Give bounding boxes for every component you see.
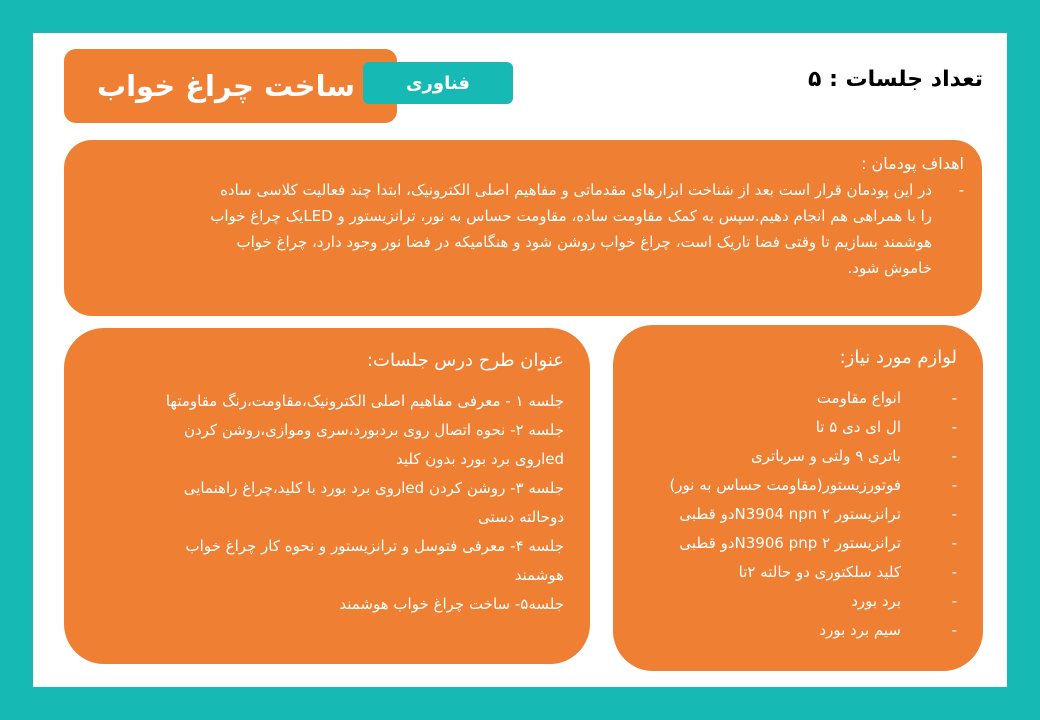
page bbox=[33, 33, 1007, 687]
supply-text: انواع مقاومت bbox=[816, 389, 901, 407]
goals-line: هوشمند بسازیم تا وقتی فضا تاریک است، چراغ خواب روشن شود و هنگامیکه در فضا نور وجود دارد، چراغ خواب bbox=[236, 233, 932, 251]
course-line: جلسه۵- ساخت چراغ خواب هوشمند bbox=[339, 595, 564, 613]
supply-bullet: - bbox=[951, 418, 957, 436]
goals-bullet: - bbox=[958, 181, 964, 199]
supply-bullet: - bbox=[951, 563, 957, 581]
page-title: ساخت چراغ خواب bbox=[96, 69, 355, 103]
supply-item bbox=[633, 413, 957, 442]
supplies-heading: لوازم مورد نیاز: bbox=[839, 347, 957, 368]
course-line: جلسه ۴- معرفی فتوسل و ترانزیستور و نحوه کار چراغ خواب bbox=[185, 537, 564, 555]
supply-text: ترانزیستور ۲ N3906 pnpدو قطبی bbox=[679, 534, 901, 552]
goals-line: خاموش شود. bbox=[847, 259, 932, 277]
supply-item bbox=[633, 471, 957, 500]
supply-item bbox=[633, 616, 957, 645]
supply-text: باتری ۹ ولتی و سرباتری bbox=[751, 447, 901, 465]
goals-heading: اهداف پودمان : bbox=[861, 154, 964, 173]
supply-item bbox=[633, 558, 957, 587]
session-count: تعداد جلسات : ۵ bbox=[807, 67, 983, 92]
supply-text: فوتورزیستور(مقاومت حساس به نور) bbox=[669, 476, 901, 494]
course-heading: عنوان طرح درس جلسات: bbox=[366, 350, 564, 371]
supply-text: ترانزیستور ۲ N3904 npnدو قطبی bbox=[679, 505, 901, 523]
supply-bullet: - bbox=[951, 534, 957, 552]
goals-row bbox=[114, 177, 964, 281]
supply-text: ال ای دی ۵ تا bbox=[815, 418, 901, 436]
supply-text: کلید سلکتوری دو حالته ۲تا bbox=[738, 563, 901, 581]
course-line: جلسه ۲- نحوه اتصال روی بردبورد،سری وموازی،روشن کردن bbox=[183, 421, 564, 439]
supply-text: برد بورد bbox=[851, 592, 901, 610]
category-tag: فناوری bbox=[363, 62, 513, 104]
goals-box bbox=[64, 140, 982, 316]
supply-item bbox=[633, 384, 957, 413]
course-line: ledروی برد بورد بدون کلید bbox=[395, 450, 564, 468]
supply-text: سیم برد بورد bbox=[819, 621, 901, 639]
supply-bullet: - bbox=[951, 476, 957, 494]
supply-item bbox=[633, 500, 957, 529]
goals-text bbox=[114, 177, 932, 281]
title-box bbox=[64, 49, 397, 123]
supply-item bbox=[633, 442, 957, 471]
supply-bullet: - bbox=[951, 621, 957, 639]
course-plan-box bbox=[64, 328, 590, 664]
supply-bullet: - bbox=[951, 505, 957, 523]
supply-bullet: - bbox=[951, 447, 957, 465]
supply-item bbox=[633, 587, 957, 616]
supply-item bbox=[633, 529, 957, 558]
supplies-box bbox=[613, 325, 983, 671]
course-line: دوحالته دستی bbox=[478, 508, 564, 526]
course-line: جلسه ۱ - معرفی مفاهیم اصلی الکترونیک،مقاومت،رنگ مقاومتها bbox=[165, 392, 564, 410]
supply-bullet: - bbox=[951, 389, 957, 407]
course-line: هوشمند bbox=[514, 566, 564, 584]
goals-line: در این پودمان قرار است بعد از شناخت ابزارهای مقدماتی و مفاهیم اصلی الکترونیک، ابتدا چند فعالیت کلاسی ساده bbox=[220, 181, 932, 199]
course-line: جلسه ۳- روشن کردن ledروی برد بورد با کلید،چراغ راهنمایی bbox=[183, 479, 564, 497]
supply-bullet: - bbox=[951, 592, 957, 610]
goals-line: را با همراهی هم انجام دهیم.سپس به کمک مقاومت ساده، مقاومت حساس به نور، ترانزیستور و LEDیک چراغ خواب bbox=[210, 207, 932, 225]
